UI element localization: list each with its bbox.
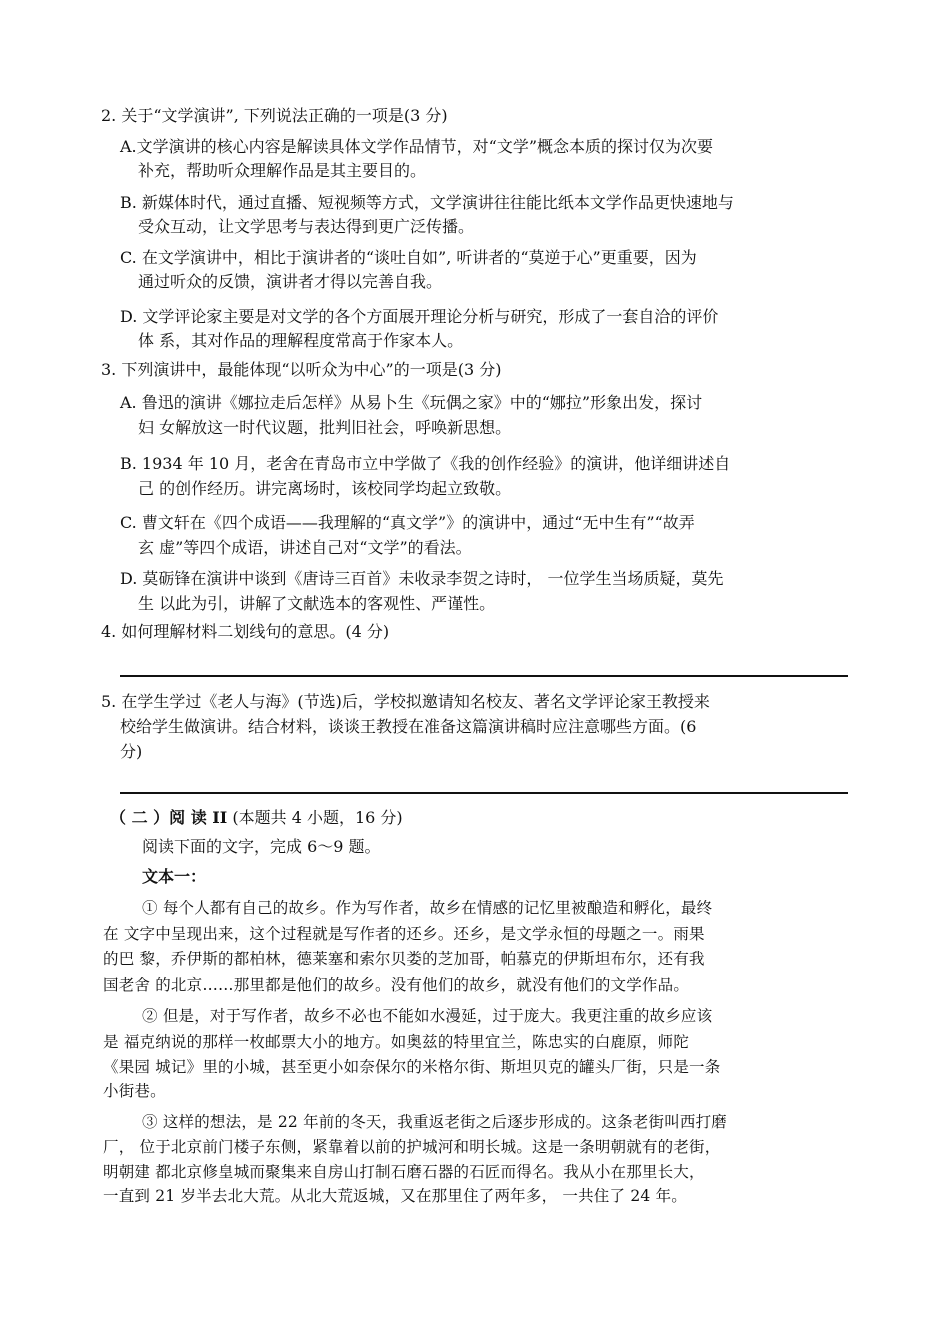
q2-option-d-line1: D. 文学评论家主要是对文学的各个方面展开理论分析与研究，形成了一套自洽的评价 [120,307,719,326]
passage-p1-line2: 在 文字中呈现出来，这个过程就是写作者的还乡。还乡，是文学永恒的母题之一。雨果 [103,925,705,943]
q3-option-b-line2: 己 的创作经历。讲完离场时，该校同学均起立致敬。 [138,479,512,498]
passage-p1-line3: 的巴 黎，乔伊斯的都柏林，德莱塞和索尔贝娄的芝加哥，帕慕克的伊斯坦布尔，还有我 [103,950,705,968]
q2-option-b-line1: B. 新媒体时代，通过直播、短视频等方式，文学演讲往往能比纸本文学作品更快速地与 [120,193,734,212]
passage-p2-line2: 是 福克纳说的那样一枚邮票大小的地方。如奥兹的特里宜兰，陈忠实的白鹿原，师陀 [103,1033,690,1051]
q3-option-b-line1: B. 1934 年 10 月，老舍在青岛市立中学做了《我的创作经验》的演讲，他详细讲述自 [120,454,731,473]
passage-p1-line4: 国老舍 的北京……那里都是他们的故乡。没有他们的故乡，就没有他们的文学作品。 [103,976,690,994]
q5-line3: 分) [120,742,143,761]
passage-p3-line1: ③ 这样的想法，是 22 年前的冬天，我重返老街之后逐步形成的。这条老街叫西打磨 [142,1113,728,1131]
q3-option-d-line1: D. 莫砺锋在演讲中谈到《唐诗三百首》未收录李贺之诗时， 一位学生当场质疑，莫先 [120,569,724,588]
q3-stem: 3. 下列演讲中，最能体现“以听众为中心”的一项是(3 分) [101,360,502,379]
q3-option-a-line2: 妇 女解放这一时代议题，批判旧社会，呼唤新思想。 [138,418,512,437]
q2-stem: 2. 关于“文学演讲”, 下列说法正确的一项是(3 分) [101,106,448,125]
passage-p1-line1: ① 每个人都有自己的故乡。作为写作者，故乡在情感的记忆里被酿造和孵化，最终 [142,899,713,917]
q5-answer-line[interactable] [120,792,848,794]
q4-answer-line[interactable] [120,675,848,677]
q2-option-c-line2: 通过听众的反馈，演讲者才得以完善自我。 [138,272,443,291]
section-instruction: 阅读下面的文字，完成 6～9 题。 [142,837,381,856]
passage-p2-line3: 《果园 城记》里的小城，甚至更小如奈保尔的米格尔街、斯坦贝克的罐头厂街，只是一条 [103,1058,721,1076]
text-one-title: 文本一： [142,867,207,886]
q3-option-c-line1: C. 曹文轩在《四个成语——我理解的“真文学”》的演讲中，通过“无中生有”“故弄 [120,513,695,532]
q3-option-a-line1: A. 鲁迅的演讲《娜拉走后怎样》从易卜生《玩偶之家》中的“娜拉”形象出发，探讨 [120,393,703,412]
q5-line2: 校给学生做演讲。结合材料，谈谈王教授在准备这篇演讲稿时应注意哪些方面。(6 [120,717,697,736]
passage-p2-line4: 小街巷。 [103,1082,166,1100]
section-title: （ 二 ）阅 读 II [110,808,228,827]
passage-p3-line4: 一直到 21 岁半去北大荒。从北大荒返城，又在那里住了两年多， 一共住了 24 年。 [103,1187,687,1205]
q2-option-b-line2: 受众互动，让文学思考与表达得到更广泛传播。 [138,217,475,236]
section-score-note: (本题共 4 小题，16 分) [232,808,403,827]
q5-line1: 5. 在学生学过《老人与海》(节选)后，学校拟邀请知名校友、著名文学评论家王教授来 [101,692,710,711]
q2-option-a-line2: 补充，帮助听众理解作品是其主要目的。 [138,161,427,180]
q3-option-c-line2: 玄 虚”等四个成语，讲述自己对“文学”的看法。 [138,538,472,557]
q2-option-a-line1: A.文学演讲的核心内容是解读具体文学作品情节，对“文学”概念本质的探讨仅为次要 [120,137,714,156]
q2-option-d-line2: 体 系，其对作品的理解程度常高于作家本人。 [138,331,464,350]
passage-p3-line3: 明朝建 都北京修皇城而聚集来自房山打制石磨石器的石匠而得名。我从小在那里长大， [103,1163,705,1181]
q2-option-c-line1: C. 在文学演讲中，相比于演讲者的“谈吐自如”, 听讲者的“莫逆于心”更重要，因为 [120,248,697,267]
section-header [110,806,403,830]
q3-option-d-line2: 生 以此为引，讲解了文献选本的客观性、严谨性。 [138,594,496,613]
passage-p3-line2: 厂， 位于北京前门楼子东侧，紧靠着以前的护城河和明长城。这是一条明朝就有的老街， [103,1138,721,1156]
q4-stem: 4. 如何理解材料二划线句的意思。(4 分) [101,622,390,641]
passage-p2-line1: ② 但是，对于写作者，故乡不必也不能如水漫延，过于庞大。我更注重的故乡应该 [142,1007,713,1025]
